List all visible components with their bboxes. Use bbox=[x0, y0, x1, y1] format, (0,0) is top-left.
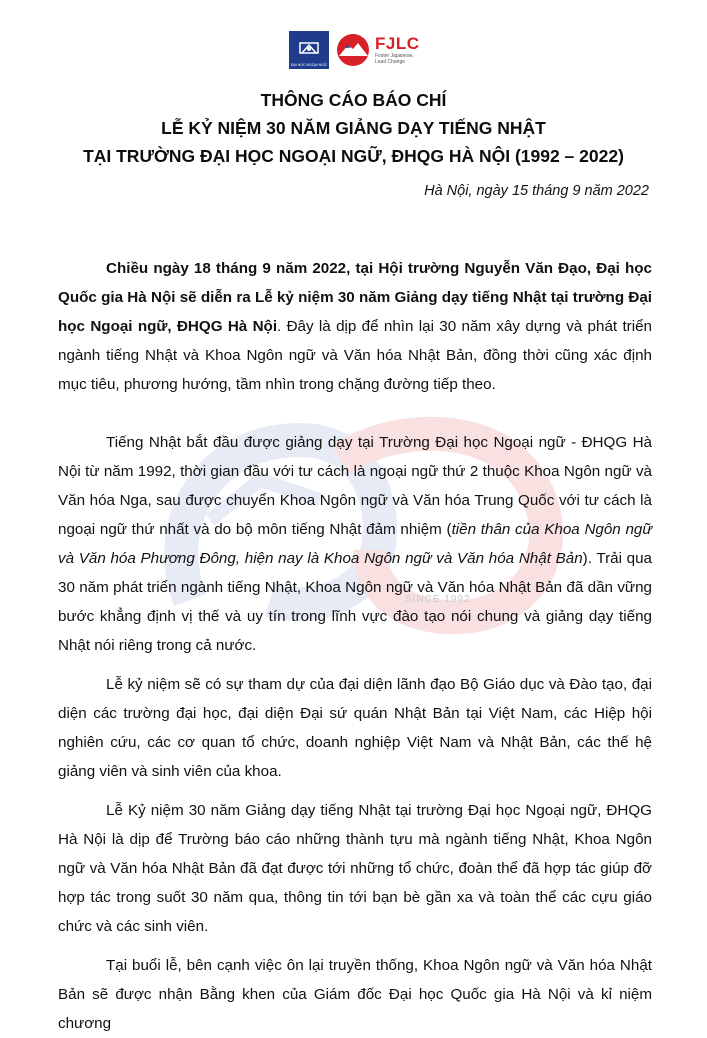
paragraph-2-end: ). Trải qua 30 năm phát triển ngành tiếng Nhật, Khoa Ngôn ngữ và Văn hóa Nhật Bản đã dần vững bước khẳng định vị thế và uy tín trong lĩnh vực đào tạo nói chung và giảng dạy tiếng Nhật nói riêng trong cả nước. bbox=[58, 550, 653, 654]
paragraph-2-start: Tiếng Nhật bắt đầu được giảng dạy tại Trường Đại học Ngoại ngữ - ĐHQG Hà Nội từ năm 1992, thời gian đầu với tư cách là ngoại ngữ thứ 2 thuộc Khoa Ngôn ngữ và Văn hóa Nga, sau được chuyển Khoa Ngôn ngữ và Văn hóa Trung Quốc với tư cách là ngoại ngữ thứ nhất và do bộ môn tiếng Nhật đảm nhiệm ( bbox=[58, 434, 652, 538]
document-subtitle-1: LỄ KỶ NIỆM 30 NĂM GIẢNG DẠY TIẾNG NHẬT bbox=[161, 118, 546, 138]
paragraph-4: Lễ Kỷ niệm 30 năm Giảng dạy tiếng Nhật tại trường Đại học Ngoại ngữ, ĐHQG Hà Nội là dịp để Trường báo cáo những thành tựu mà ngành tiếng Nhật, Khoa Ngôn ngữ và Văn hóa Nhật Bản đã đạt được tới những tổ chức, đoàn thể đã hợp tác giúp đỡ hợp tác trong suốt 30 năm qua, thông tin tới bạn bè gần xa và toàn thể các cựu giáo chức và các sinh viên. bbox=[58, 802, 652, 935]
document-title-block bbox=[0, 86, 707, 170]
paragraph-1-rest: . Đây là dịp để nhìn lại 30 năm xây dựng và phát triển ngành tiếng Nhật và Khoa Ngôn ngữ và Văn hóa Nhật Bản, đồng thời cũng xác định mục tiêu, phương hướng, tầm nhìn trong chặng đường tiếp theo. bbox=[58, 318, 652, 393]
fjlc-tagline-1: Foster Japanese, bbox=[375, 53, 414, 59]
header-logos bbox=[289, 30, 420, 70]
document-title: THÔNG CÁO BÁO CHÍ bbox=[260, 90, 447, 110]
paragraph-1-lead: Chiều ngày 18 tháng 9 năm 2022, tại Hội trường Nguyễn Văn Đạo, Đại học Quốc gia Hà Nội sẽ diễn ra Lễ kỷ niệm 30 năm Giảng dạy tiếng Nhật tại trường Đại học Ngoại ngữ, ĐHQG Hà Nội bbox=[58, 260, 652, 335]
date-line: Hà Nội, ngày 15 tháng 9 năm 2022 bbox=[424, 183, 649, 199]
paragraph-3: Lễ kỷ niệm sẽ có sự tham dự của đại diện lãnh đạo Bộ Giáo dục và Đào tạo, đại diện các trường đại học, đại diện Đại sứ quán Nhật Bản tại Việt Nam, các Hiệp hội nghiên cứu, các cơ quan tổ chức, doanh nghiệp Việt Nam và Nhật Bản, các thế hệ giảng viên và sinh viên của khoa. bbox=[58, 676, 652, 780]
document-subtitle-2: TẠI TRƯỜNG ĐẠI HỌC NGOẠI NGỮ, ĐHQG HÀ NỘI (1992 – 2022) bbox=[83, 146, 624, 166]
body-text bbox=[58, 254, 652, 1038]
paragraph-5: Tại buổi lễ, bên cạnh việc ôn lại truyền thống, Khoa Ngôn ngữ và Văn hóa Nhật Bản sẽ được nhận Bằng khen của Giám đốc Đại học Quốc gia Hà Nội và kỉ niệm chương bbox=[58, 957, 652, 1032]
university-logo bbox=[289, 31, 329, 69]
fjlc-logo bbox=[335, 32, 420, 68]
paragraph-2 bbox=[58, 428, 652, 660]
paragraph-2-italic: tiền thân của Khoa Ngôn ngữ và Văn hóa Phương Đông, hiện nay là Khoa Ngôn ngữ và Văn hóa Nhật Bản bbox=[58, 521, 652, 567]
university-logo-caption: ĐẠI HỌC NGOẠI NGỮ bbox=[290, 63, 328, 67]
fjlc-logo-name: FJLC bbox=[375, 34, 420, 53]
watermark-since-text: SINCE 1992 bbox=[405, 594, 471, 605]
fjlc-tagline-2: Lead Change bbox=[375, 59, 406, 65]
paragraph-1 bbox=[58, 254, 652, 399]
university-emblem-icon bbox=[297, 38, 321, 62]
fjlc-fuji-icon bbox=[335, 32, 371, 68]
